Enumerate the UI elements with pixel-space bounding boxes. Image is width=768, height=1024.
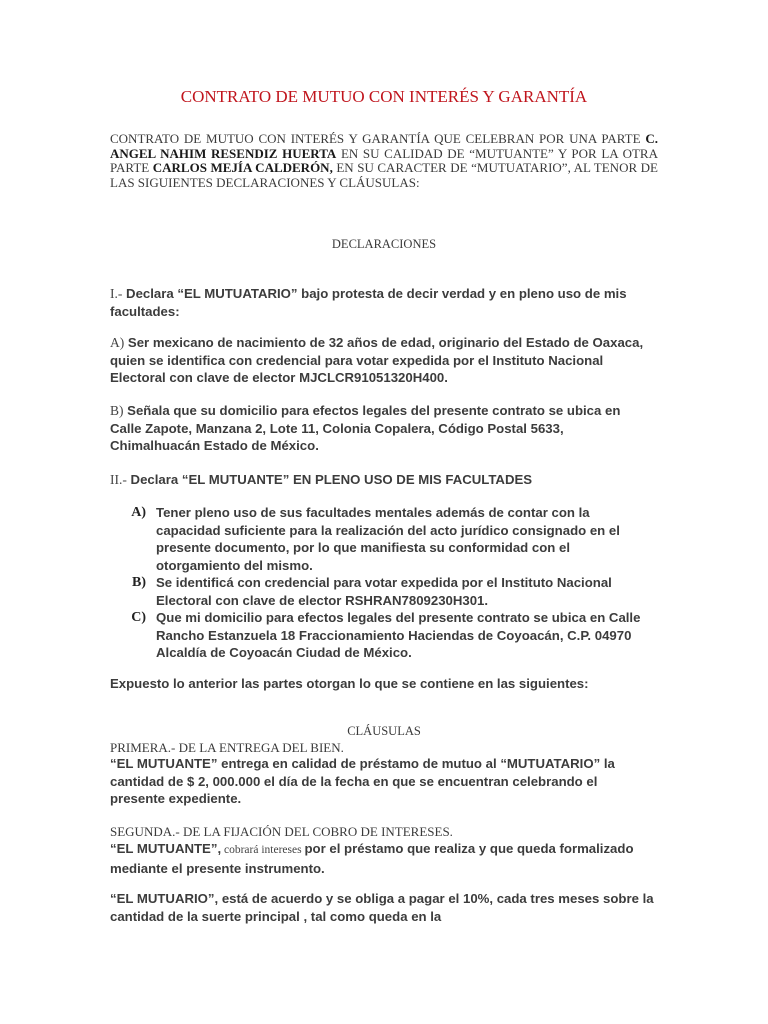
list-item — [110, 609, 655, 662]
declaration-1-b — [110, 402, 655, 455]
list-item-marker: C) — [131, 610, 146, 625]
document-title: CONTRATO DE MUTUO CON INTERÉS Y GARANTÍA — [180, 87, 588, 106]
mutuante-name: C. ANGEL NAHIM RESENDIZ HUERTA — [110, 131, 658, 161]
list-item-text: Que mi domicilio para efectos legales del presente contrato se ubica en Calle Rancho Estanzuela 18 Fraccionamiento Haciendas de Coyoacán, C.P. 04970 Alcaldía de Coyoacán Ciudad de México. — [156, 610, 641, 660]
list-item — [110, 574, 655, 609]
declaration-2 — [110, 471, 655, 489]
declaration-1-a — [110, 334, 655, 387]
clause-2-cobrara: cobrará intereses — [221, 844, 305, 856]
expuesto-paragraph: Expuesto lo anterior las partes otorgan lo que se contiene en las siguientes: — [110, 676, 589, 691]
declaration-1-a-marker: A) — [110, 335, 125, 350]
clause-1-heading: PRIMERA.- DE LA ENTREGA DEL BIEN. — [110, 740, 344, 755]
declaration-1-a-text: Ser mexicano de nacimiento de 32 años de edad, originario del Estado de Oaxaca, quien se identifica con credencial para votar expedida por el Instituto Nacional Electoral con clave de elector MJCLCR91051320H400. — [110, 335, 644, 385]
declaration-1-b-marker: B) — [110, 403, 124, 418]
list-item-marker: B) — [132, 575, 146, 590]
clausulas-heading: CLÁUSULAS — [347, 724, 421, 738]
intro-paragraph — [110, 132, 658, 190]
declaration-1 — [110, 285, 655, 320]
clause-2-heading: SEGUNDA.- DE LA FIJACIÓN DEL COBRO DE INTERESES. — [110, 824, 453, 839]
list-item — [110, 504, 655, 574]
list-item-marker: A) — [131, 505, 146, 520]
declaration-1-marker: I.- — [110, 286, 123, 301]
intro-text-3: EN SU CARACTER DE “MUTUATARIO”, AL TENOR DE LAS SIGUIENTES DECLARACIONES Y CLÁUSULAS: — [110, 160, 658, 190]
mutuario-paragraph: “EL MUTUARIO”, está de acuerdo y se obliga a pagar el 10%, cada tres meses sobre la cantidad de la suerte principal , tal como queda en la — [110, 891, 654, 924]
declaration-1-b-text: Señala que su domicilio para efectos legales del presente contrato se ubica en Calle Zapote, Manzana 2, Lote 11, Colonia Copalera, Código Postal 5633, Chimalhuacán Estado de México. — [110, 403, 621, 453]
mutuatario-name: CARLOS MEJÍA CALDERÓN, — [152, 160, 333, 176]
declaration-2-list — [110, 504, 655, 662]
list-item-text: Se identificá con credencial para votar expedida por el Instituto Nacional Electoral con clave de elector RSHRAN7809230H301. — [156, 575, 612, 608]
clause-2-rest: por el préstamo que realiza y que queda formalizado mediante el presente instrumento. — [110, 841, 634, 876]
clause-2-text — [110, 840, 655, 877]
list-item-text: Tener pleno uso de sus facultades mentales además de contar con la capacidad suficiente para la realización del acto jurídico consignado en el presente documento, por lo que manifiesta su conformidad con el otorgamiento del mismo. — [156, 505, 620, 573]
intro-text-1: CONTRATO DE MUTUO CON INTERÉS Y GARANTÍA QUE CELEBRAN POR UNA PARTE — [110, 131, 646, 146]
declaration-2-marker: II.- — [110, 472, 127, 487]
clause-2-party: “EL MUTUANTE”, — [110, 841, 222, 856]
declaration-1-text: Declara “EL MUTUATARIO” bajo protesta de decir verdad y en pleno uso de mis facultades: — [110, 286, 627, 319]
declaraciones-heading: DECLARACIONES — [331, 237, 437, 251]
intro-text-2: EN SU CALIDAD DE “MUTUANTE” Y POR LA OTRA PARTE — [110, 145, 658, 176]
clause-1-text: “EL MUTUANTE” entrega en calidad de préstamo de mutuo al “MUTUATARIO” la cantidad de $ 2, 000.000 el día de la fecha en que se encuentran celebrando el presente expediente. — [110, 756, 615, 806]
declaration-2-text: Declara “EL MUTUANTE” EN PLENO USO DE MIS FACULTADES — [126, 472, 533, 487]
